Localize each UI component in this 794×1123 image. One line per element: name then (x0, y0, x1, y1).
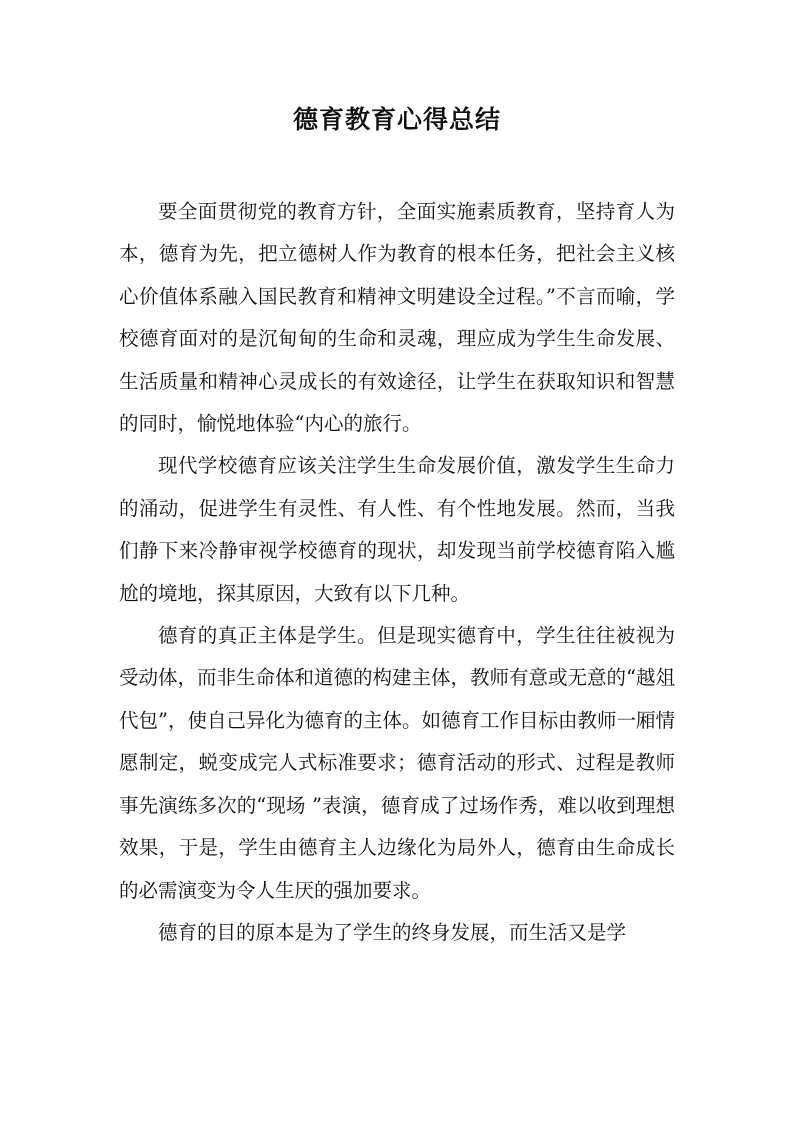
document-title: 德育教育心得总结 (292, 105, 501, 134)
paragraph-4: 德育的目的原本是为了学生的终身发展，而生活又是学 (158, 920, 627, 944)
paragraph-3: 德育的真正主体是学生。但是现实德育中，学生往往被视为受动体，而非生命体和道德的构建主体，教师有意或无意的“越俎代包”，使自己异化为德育的主体。如德育工作目标由教师一厢情愿制定，蜕变成完人式标准要求；德育活动的形式、过程是教师事先演练多次的“现场 ”表演，德育成了过场作秀，难以收到理想效果，于是，学生由德育主人边缘化为局外人，德育由生命成长的必需演变为令人生厌的强加要求。 (119, 624, 675, 902)
document-body (119, 191, 675, 954)
paragraph-2: 现代学校德育应该关注学生生命发展价值，激发学生生命力的涌动，促进学生有灵性、有人性、有个性地发展。然而，当我们静下来冷静审视学校德育的现状，却发现当前学校德育陷入尴尬的境地，探其原因，大致有以下几种。 (119, 454, 675, 605)
paragraph-1: 要全面贯彻党的教育方针，全面实施素质教育，坚持育人为本，德育为先，把立德树人作为教育的根本任务，把社会主义核心价值体系融入国民教育和精神文明建设全过程。”不言而喻，学校德育面对的是沉甸甸的生命和灵魂，理应成为学生生命发展、生活质量和精神心灵成长的有效途径，让学生在获取知识和智慧的同时，愉悦地体验“内心的旅行。 (119, 200, 675, 436)
